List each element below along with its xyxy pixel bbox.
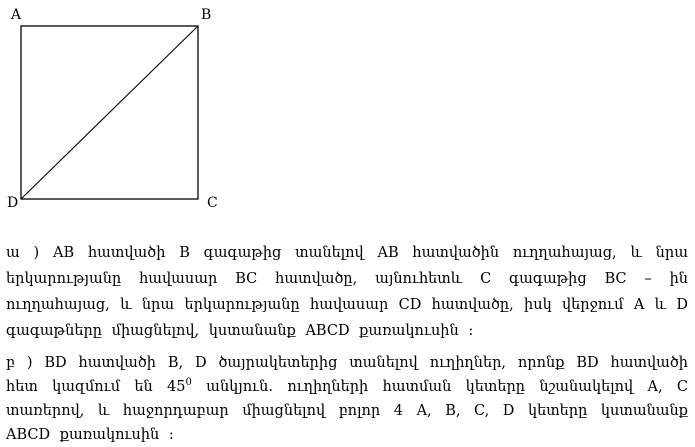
degree-superscript: 0 [185,376,192,388]
construction-text-a: ա ) AB հատվածի B գագաթից տանելով AB հատվածին ուղղահայաց, և նրա երկարությանը հավասար BC հատվածը, այնուհետև C գագաթից BC – ին ուղղահայաց, և նրա երկարությանը հավասար CD հատվածը, իսկ վերջում A և D գագաթները միացնելով, կստանանք ABCD քառակուսին : [6,244,688,339]
construction-text-b-part2: անկյուն. ուղիղների հատման կետերը նշանակելով A, C տառերով, և հաջորդաբար միացնելով բոլոր 4 A, B, C, D կետերը կստանանք ABCD քառակուսին : [6,378,688,443]
diagonal-bd [21,26,198,199]
vertex-label-c: C [207,195,218,211]
vertex-label-b: B [201,7,212,23]
construction-method-b [6,351,688,447]
vertex-label-d: D [7,195,19,211]
construction-text-b-part1: բ ) BD հատվածի B, D ծայրակետերից տանելով ուղիղներ, որոնք BD հատվածի հետ կազմում են 45 [6,354,688,395]
vertex-label-a: A [11,7,22,23]
square-figure [0,0,695,215]
construction-method-a [6,240,688,344]
